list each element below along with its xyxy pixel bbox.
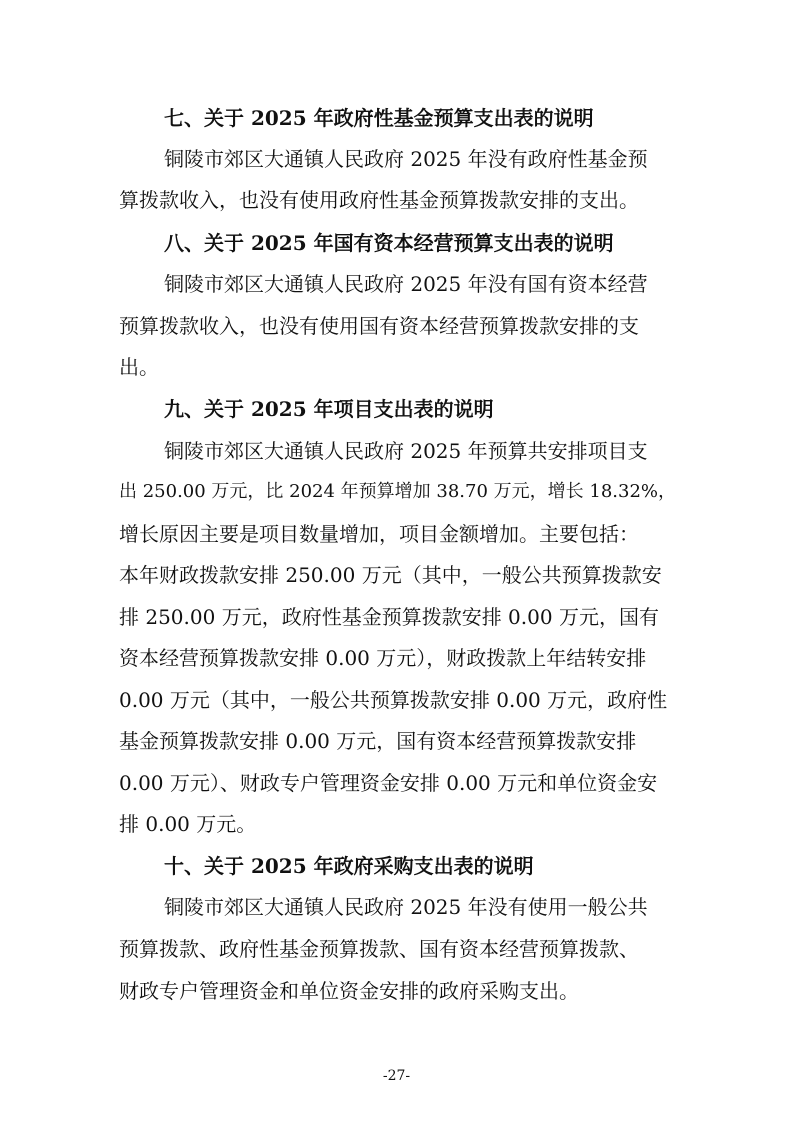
section-8-text-line-1: 铜陵市郊区大通镇人民政府 2025 年没有国有资本经营: [164, 272, 648, 296]
section-7-text-line-2: 算拨款收入，也没有使用政府性基金预算拨款安排的支出。: [119, 188, 639, 212]
section-9-text-line-6: 资本经营预算拨款安排 0.00 万元），财政拨款上年结转安排: [119, 646, 647, 670]
section-7-text-line-1: 铜陵市郊区大通镇人民政府 2025 年没有政府性基金预: [164, 147, 648, 171]
section-9-text-line-7: 0.00 万元（其中，一般公共预算拨款安排 0.00 万元，政府性: [119, 688, 668, 712]
section-9-text-line-1: 铜陵市郊区大通镇人民政府 2025 年预算共安排项目支: [164, 439, 648, 463]
section-10-text-line-2: 预算拨款、政府性基金预算拨款、国有资本经营预算拨款、: [119, 937, 639, 961]
section-10-text-line-1: 铜陵市郊区大通镇人民政府 2025 年没有使用一般公共: [164, 895, 648, 919]
section-9-text-line-5: 排 250.00 万元，政府性基金预算拨款安排 0.00 万元，国有: [119, 605, 659, 629]
section-9-text-line-10: 排 0.00 万元。: [119, 812, 257, 836]
section-8-heading: 八、关于 2025 年国有资本经营预算支出表的说明: [164, 231, 614, 255]
section-9-text-line-4: 本年财政拨款安排 250.00 万元（其中，一般公共预算拨款安: [119, 563, 662, 587]
page-number: -27-: [382, 1068, 411, 1084]
section-9-text-line-9: 0.00 万元）、财政专户管理资金安排 0.00 万元和单位资金安: [119, 771, 658, 795]
section-9-heading: 九、关于 2025 年项目支出表的说明: [164, 397, 494, 421]
section-9-text-line-2: 出 250.00 万元，比 2024 年预算增加 38.70 万元，增长 18.32%，: [119, 481, 677, 502]
section-10-heading: 十、关于 2025 年政府采购支出表的说明: [164, 854, 534, 878]
section-10-text-line-3: 财政专户管理资金和单位资金安排的政府采购支出。: [119, 979, 579, 1003]
section-8-text-line-3: 出。: [119, 355, 159, 379]
section-9-text-line-3: 增长原因主要是项目数量增加，项目金额增加。主要包括：: [119, 522, 639, 546]
section-7-heading: 七、关于 2025 年政府性基金预算支出表的说明: [164, 106, 594, 130]
section-9-text-line-8: 基金预算拨款安排 0.00 万元，国有资本经营预算拨款安排: [119, 729, 637, 753]
section-8-text-line-2: 预算拨款收入，也没有使用国有资本经营预算拨款安排的支: [119, 314, 639, 338]
